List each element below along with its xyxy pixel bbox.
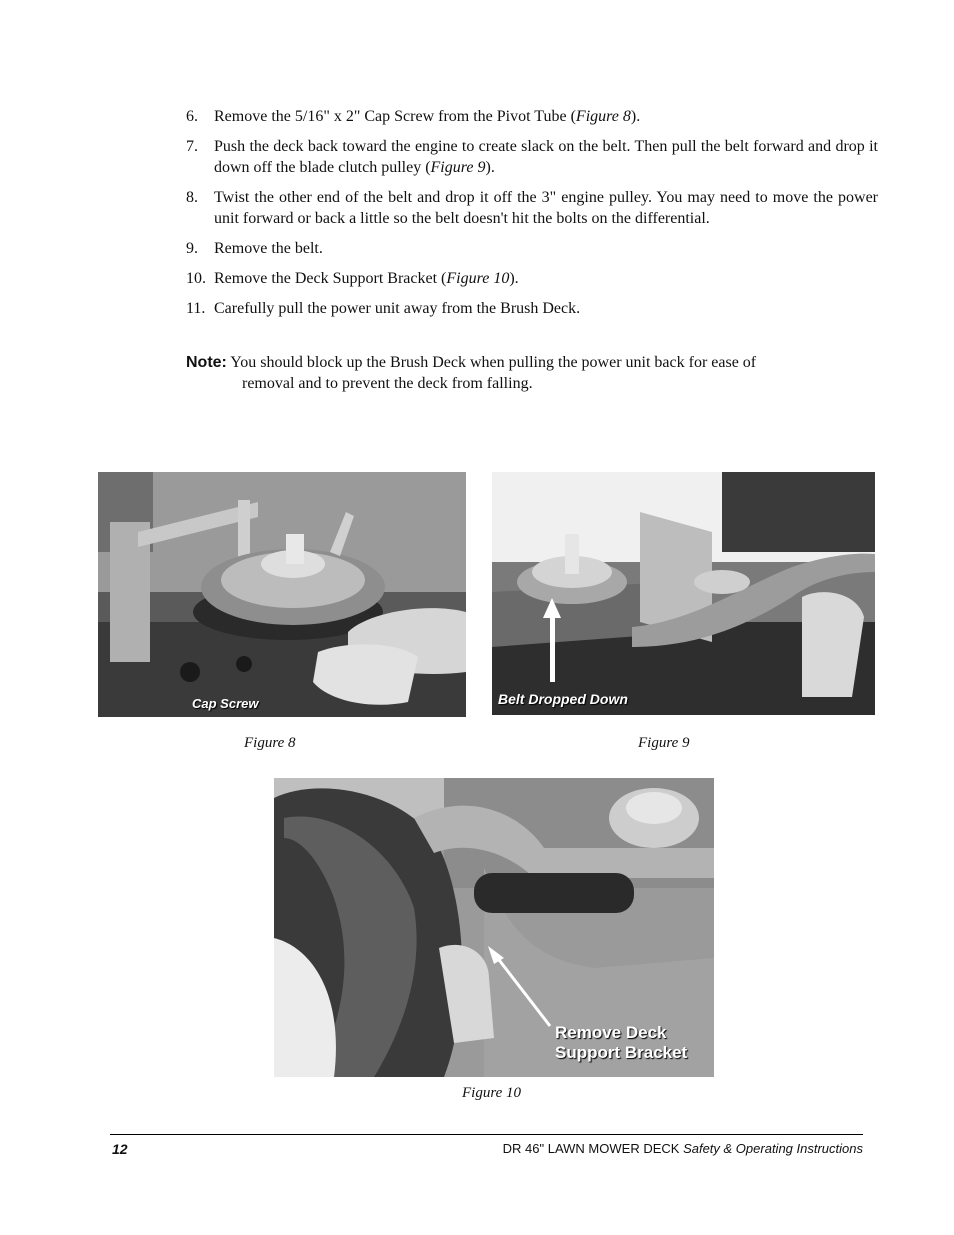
remove-deck-support-bracket-label — [555, 1023, 687, 1063]
step-number: 8. — [186, 189, 198, 206]
step-8 — [186, 187, 878, 229]
step-number: 11. — [186, 300, 206, 317]
figure-reference: Figure 10 — [446, 270, 510, 287]
note-label: Note: — [186, 354, 227, 371]
figure-8-photo — [98, 472, 466, 717]
callout-line2: Support Bracket — [555, 1043, 688, 1062]
step-text: Push the deck back toward the engine to create slack on the belt. Then pull the belt forward and drop it down off the blade clutch pulley ( — [214, 138, 878, 176]
footer-doc-title: DR 46" LAWN MOWER DECK — [502, 1141, 680, 1156]
step-9 — [186, 238, 878, 259]
belt-dropped-down-label: Belt Dropped Down — [498, 691, 628, 707]
figure-9-caption: Figure 9 — [638, 735, 690, 751]
step-number: 10. — [186, 270, 206, 287]
step-number: 7. — [186, 138, 198, 155]
step-text-end: ). — [630, 108, 641, 125]
note-text-line1: You should block up the Brush Deck when pulling the power unit back for ease of — [230, 354, 757, 371]
step-number: 6. — [186, 108, 198, 125]
step-7 — [186, 136, 878, 178]
step-11 — [186, 298, 878, 319]
figure-reference: Figure 9 — [430, 159, 486, 176]
step-6 — [186, 106, 878, 127]
page-number: 12 — [112, 1141, 128, 1157]
note-text-line2: removal and to prevent the deck from falling. — [242, 375, 533, 392]
step-text: Remove the 5/16" x 2" Cap Screw from the Pivot Tube ( — [214, 108, 576, 125]
step-text-end: ). — [485, 159, 495, 176]
step-text: Carefully pull the power unit away from the Brush Deck. — [214, 300, 581, 317]
figure-10-caption: Figure 10 — [462, 1085, 522, 1101]
figure-reference: Figure 8 — [575, 108, 631, 125]
step-text: Remove the belt. — [214, 240, 323, 257]
cap-screw-label: Cap Screw — [192, 696, 259, 711]
footer-divider — [110, 1134, 863, 1135]
step-number: 9. — [186, 240, 198, 257]
step-10 — [186, 268, 878, 289]
figure-9-photo — [492, 472, 875, 715]
footer-title — [503, 1141, 863, 1156]
callout-line1: Remove Deck — [555, 1023, 667, 1042]
figure-10-photo — [274, 778, 714, 1077]
safety-note — [186, 352, 878, 394]
step-text: Remove the Deck Support Bracket ( — [214, 270, 447, 287]
step-text: Twist the other end of the belt and drop it off the 3" engine pulley. You may need to move the power unit forward or back a little so the belt doesn't hit the bolts on the differential. — [214, 189, 878, 227]
step-text-end: ). — [509, 270, 519, 287]
instruction-steps — [186, 106, 878, 328]
figure-8-caption: Figure 8 — [244, 735, 296, 751]
footer-doc-subtitle: Safety & Operating Instructions — [683, 1141, 863, 1156]
